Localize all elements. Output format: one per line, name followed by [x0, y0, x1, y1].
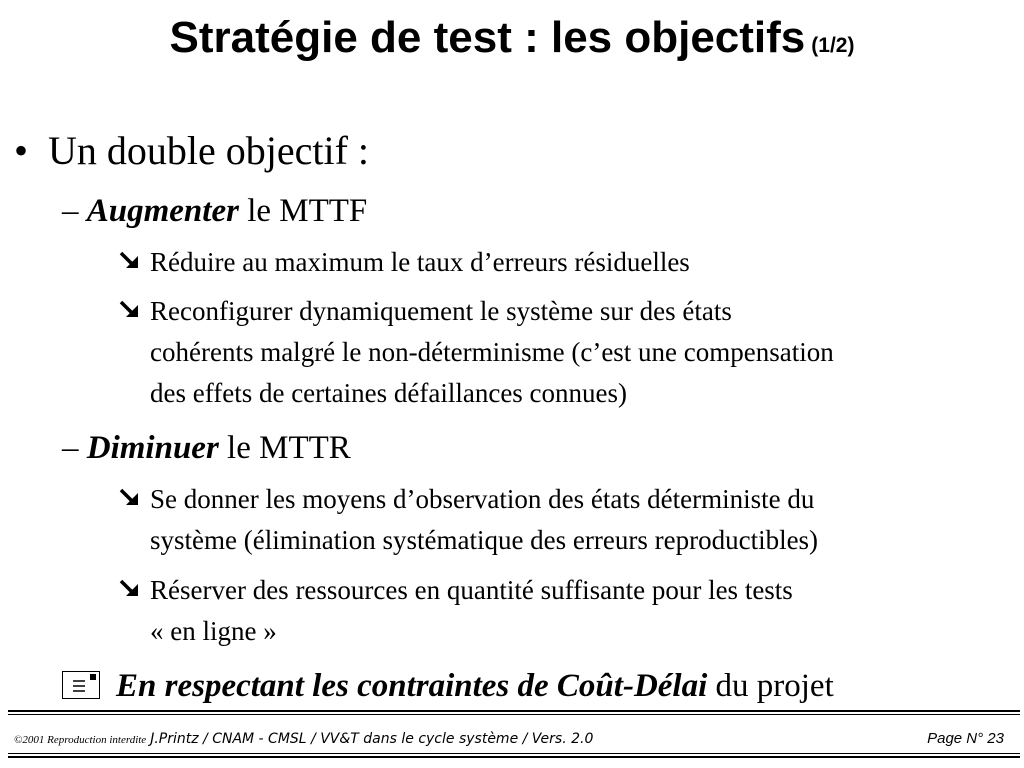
- footer-rule-top-thin: [8, 714, 1020, 715]
- sub-bullet-emphasis: Diminuer: [86, 430, 219, 466]
- item-line: Reconfigurer dynamiquement le système sur des états: [150, 296, 732, 326]
- sub-bullet-rest: le MTTR: [218, 430, 351, 466]
- bullet-marker: •: [14, 128, 29, 173]
- arrow-bullet-item: [118, 570, 793, 610]
- slide-title-suffix: (1/2): [811, 34, 855, 57]
- bullet-level1-text: Un double objectif :: [48, 128, 370, 173]
- sub-bullet-rest: le MTTF: [238, 193, 368, 229]
- down-right-arrow-icon: [118, 292, 142, 314]
- slide-title-main: Stratégie de test : les objectifs: [169, 13, 806, 62]
- conclusion-emphasis: En respectant les contraintes de Coût-Délai: [116, 668, 708, 704]
- conclusion-line: [116, 666, 834, 706]
- down-right-arrow-icon: [118, 243, 142, 265]
- dash-marker: –: [62, 193, 79, 229]
- slide-title: [0, 8, 1024, 76]
- footer-rule-bottom: [8, 756, 1020, 758]
- bullet-level1: [14, 127, 28, 175]
- arrow-bullet-item: [118, 291, 732, 331]
- dash-marker: –: [62, 430, 79, 466]
- footer-rule-bottom-thin: [8, 753, 1020, 754]
- item-line-continued: cohérents malgré le non-déterminisme (c’est une compensation: [150, 337, 834, 367]
- item-line: Réduire au maximum le taux d’erreurs résiduelles: [150, 247, 690, 277]
- item-line-continued: système (élimination systématique des erreurs reproductibles): [150, 525, 819, 555]
- sub-bullet-diminuer: [62, 428, 351, 468]
- item-line-continued: des effets de certaines défaillances connues): [150, 378, 628, 408]
- footer-credit: J.Printz / CNAM - CMSL / VV&T dans le cycle système / Vers. 2.0: [150, 731, 594, 747]
- down-right-arrow-icon: [118, 480, 142, 502]
- footer: [14, 729, 1004, 749]
- sub-bullet-augmenter: [62, 191, 367, 231]
- conclusion-rest: du projet: [707, 668, 834, 704]
- down-right-arrow-icon: [118, 571, 142, 593]
- item-line-continued: « en ligne »: [150, 616, 277, 646]
- notepad-icon: [62, 671, 100, 699]
- item-line: Se donner les moyens d’observation des états déterministe du: [150, 484, 815, 514]
- arrow-bullet-item: [118, 479, 814, 519]
- item-line: Réserver des ressources en quantité suffisante pour les tests: [150, 575, 793, 605]
- arrow-bullet-item: [118, 242, 690, 282]
- footer-rule-top: [8, 710, 1020, 712]
- sub-bullet-emphasis: Augmenter: [86, 193, 239, 229]
- footer-copyright: ©2001 Reproduction interdite: [14, 734, 147, 746]
- page-number: Page N° 23: [927, 730, 1004, 747]
